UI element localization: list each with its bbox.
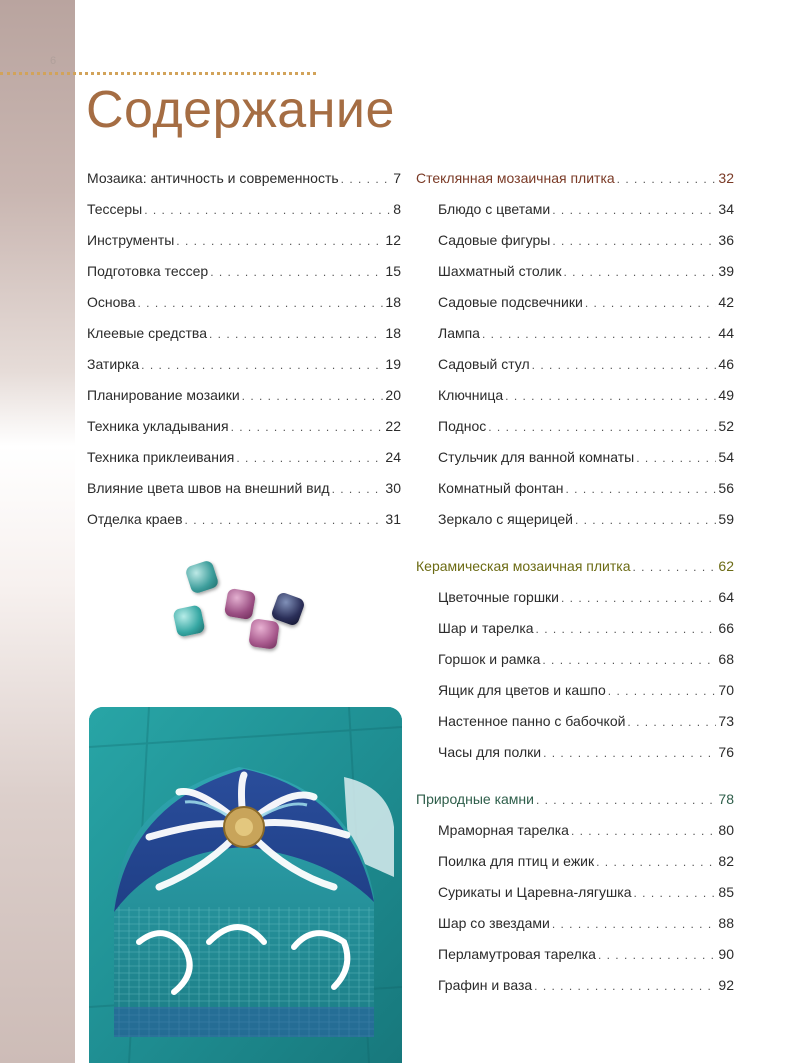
toc-entry[interactable] [416,256,734,287]
toc-entry[interactable] [416,706,734,737]
toc-entry-page: 44 [718,325,734,341]
toc-entry[interactable] [87,194,401,225]
toc-leader [534,971,716,1002]
toc-leader [236,443,383,474]
section-spacer [416,768,734,784]
toc-entry-page: 30 [385,480,401,496]
toc-entry[interactable] [416,644,734,675]
toc-entry[interactable] [416,582,734,613]
toc-leader [209,319,383,350]
toc-entry-title: Садовые фигуры [438,232,551,248]
glass-tiles-illustration [170,555,320,665]
toc-entry[interactable] [87,287,401,318]
toc-entry[interactable] [87,349,401,380]
toc-leader [575,505,716,536]
toc-entry-page: 59 [718,511,734,527]
toc-entry-title: Шар со звездами [438,915,550,931]
toc-entry-title: Горшок и рамка [438,651,541,667]
toc-entry-title: Техника приклеивания [87,449,235,465]
toc-right-column [416,163,734,1001]
toc-entry[interactable] [87,473,401,504]
toc-leader [585,288,717,319]
toc-entry-title: Графин и ваза [438,977,533,993]
toc-entry-page: 36 [718,232,734,248]
toc-entry-title: Основа [87,294,136,310]
toc-entry-title: Поднос [438,418,487,434]
toc-entry-title: Влияние цвета швов на внешний вид [87,480,330,496]
toc-entry-title: Блюдо с цветами [438,201,551,217]
side-band [0,0,75,1063]
toc-entry-page: 20 [385,387,401,403]
toc-leader [332,474,384,505]
toc-entry-title: Тессеры [87,201,143,217]
toc-entry-page: 7 [393,170,401,186]
toc-entry-title: Клеевые средства [87,325,207,341]
toc-entry-title: Шар и тарелка [438,620,534,636]
toc-entry-title: Перламутровая тарелка [438,946,596,962]
toc-entry-page: 88 [718,915,734,931]
toc-leader [636,443,716,474]
toc-entry[interactable] [416,846,734,877]
toc-entry[interactable] [416,318,734,349]
glass-tile [172,604,205,637]
toc-entry-page: 70 [718,682,734,698]
toc-leader [608,676,717,707]
toc-leader [598,940,716,971]
toc-entry[interactable] [416,411,734,442]
toc-entry-title: Садовые подсвечники [438,294,583,310]
toc-entry-page: 68 [718,651,734,667]
toc-entry-page: 52 [718,418,734,434]
toc-entry-page: 49 [718,387,734,403]
toc-leader [536,614,717,645]
toc-entry[interactable] [416,473,734,504]
toc-leader [176,226,383,257]
toc-section-stone[interactable] [416,784,734,815]
toc-entry-page: 54 [718,449,734,465]
toc-leader [566,474,717,505]
toc-leader [488,412,716,443]
toc-entry-title: Ящик для цветов и кашпо [438,682,606,698]
toc-leader [144,195,391,226]
toc-entry[interactable] [416,194,734,225]
toc-leader [563,257,716,288]
toc-entry[interactable] [87,380,401,411]
page-number: 6 [50,55,57,67]
toc-section-title: Керамическая мозаичная плитка [416,558,631,574]
toc-section-page: 32 [718,170,734,186]
toc-entry-page: 82 [718,853,734,869]
toc-entry[interactable] [416,877,734,908]
toc-section-title: Стеклянная мозаичная плитка [416,170,615,186]
toc-entry[interactable] [416,504,734,535]
toc-entry-page: 18 [385,294,401,310]
toc-section-glass[interactable] [416,163,734,194]
toc-entry[interactable] [416,287,734,318]
toc-leader [341,164,392,195]
toc-section-title: Природные камни [416,791,534,807]
toc-leader [552,226,716,257]
section-spacer [416,535,734,551]
toc-entry-page: 12 [385,232,401,248]
toc-entry-title: Сурикаты и Царевна-лягушка [438,884,632,900]
toc-entry-page: 90 [718,946,734,962]
header-dotted-rule [0,72,316,75]
toc-entry-page: 31 [385,511,401,527]
toc-leader [210,257,383,288]
toc-section-page: 78 [718,791,734,807]
toc-entry-title: Инструменты [87,232,175,248]
toc-leader [185,505,384,536]
toc-leader [536,785,716,816]
toc-left-column [87,163,401,535]
toc-entry-page: 85 [718,884,734,900]
toc-entry[interactable] [416,225,734,256]
toc-section-ceramic[interactable] [416,551,734,582]
toc-entry-page: 76 [718,744,734,760]
toc-entry[interactable] [87,256,401,287]
toc-entry-title: Планирование мозаики [87,387,240,403]
toc-entry[interactable] [416,737,734,768]
toc-entry-title: Техника укладывания [87,418,229,434]
toc-entry-title: Садовый стул [438,356,530,372]
toc-leader [542,645,716,676]
glass-tile [248,618,280,650]
glass-tile [224,588,256,620]
toc-entry-page: 92 [718,977,734,993]
toc-entry-title: Часы для полки [438,744,542,760]
toc-entry[interactable] [416,349,734,380]
toc-entry[interactable] [416,939,734,970]
toc-leader [552,909,717,940]
toc-entry-page: 18 [385,325,401,341]
toc-entry-title: Мозаика: античность и современность [87,170,339,186]
toc-leader [633,552,717,583]
toc-leader [141,350,383,381]
toc-entry[interactable] [416,380,734,411]
toc-leader [532,350,717,381]
toc-entry[interactable] [416,675,734,706]
toc-entry-page: 8 [393,201,401,217]
mosaic-box-illustration [89,707,402,1063]
toc-leader [561,583,716,614]
toc-leader [482,319,716,350]
toc-leader [571,816,716,847]
toc-leader [137,288,383,319]
toc-entry-page: 64 [718,589,734,605]
toc-entry[interactable] [87,442,401,473]
toc-entry-title: Лампа [438,325,480,341]
toc-section-page: 62 [718,558,734,574]
toc-entry-page: 42 [718,294,734,310]
toc-entry-title: Настенное панно с бабочкой [438,713,626,729]
toc-entry[interactable] [87,225,401,256]
glass-tile [184,559,219,594]
toc-entry-page: 15 [385,263,401,279]
toc-leader [634,878,717,909]
mosaic-box-photo [89,707,402,1063]
toc-leader [505,381,716,412]
toc-entry-title: Отделка краев [87,511,183,527]
toc-entry-title: Стульчик для ванной комнаты [438,449,635,465]
toc-entry-title: Шахматный столик [438,263,562,279]
toc-entry-title: Затирка [87,356,140,372]
toc-leader [552,195,716,226]
toc-entry-title: Мраморная тарелка [438,822,569,838]
toc-entry-title: Подготовка тессер [87,263,209,279]
toc-leader [242,381,384,412]
page-title: Содержание [86,81,395,139]
toc-entry[interactable] [87,318,401,349]
toc-entry-page: 22 [385,418,401,434]
toc-entry[interactable] [87,504,401,535]
toc-entry[interactable] [416,613,734,644]
toc-entry-page: 73 [718,713,734,729]
toc-entry-page: 39 [718,263,734,279]
toc-entry[interactable] [87,163,401,194]
toc-entry-title: Ключница [438,387,504,403]
toc-entry-title: Зеркало с ящерицей [438,511,573,527]
toc-entry-page: 46 [718,356,734,372]
toc-entry[interactable] [416,970,734,1001]
toc-leader [231,412,384,443]
toc-entry-page: 34 [718,201,734,217]
toc-entry-page: 19 [385,356,401,372]
toc-entry[interactable] [416,908,734,939]
toc-leader [596,847,716,878]
toc-entry[interactable] [416,815,734,846]
toc-entry-page: 24 [385,449,401,465]
toc-entry-title: Цветочные горшки [438,589,560,605]
toc-leader [543,738,716,769]
toc-leader [627,707,716,738]
toc-entry-title: Поилка для птиц и ежик [438,853,595,869]
toc-leader [617,164,717,195]
toc-entry-title: Комнатный фонтан [438,480,564,496]
toc-entry[interactable] [416,442,734,473]
toc-entry[interactable] [87,411,401,442]
toc-entry-page: 56 [718,480,734,496]
toc-entry-page: 66 [718,620,734,636]
toc-entry-page: 80 [718,822,734,838]
